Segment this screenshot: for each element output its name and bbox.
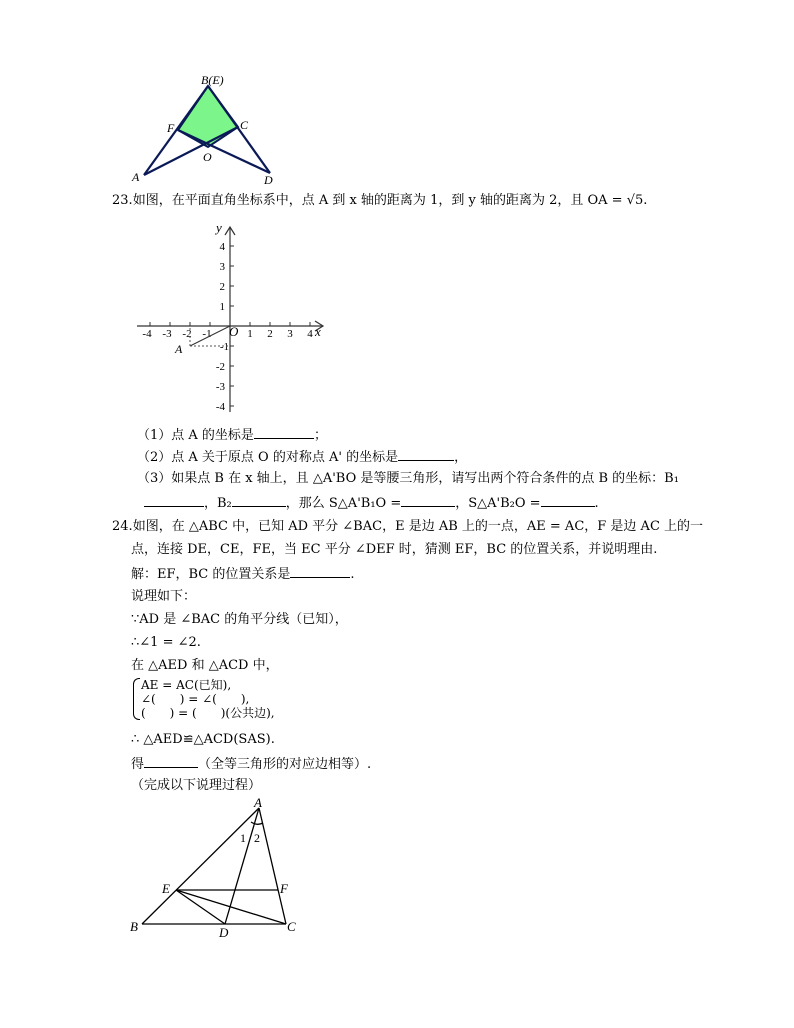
label-F: F bbox=[167, 121, 175, 135]
q23-part1: （1）点 A 的坐标是 ； bbox=[137, 425, 327, 445]
q23-number: 23. bbox=[112, 193, 133, 208]
y-tick-neg4: -4 bbox=[215, 401, 225, 413]
blank-S2[interactable] bbox=[541, 493, 595, 507]
q24-line5: 得 （全等三角形的对应边相等）. bbox=[131, 754, 371, 774]
figure-triangle-fold bbox=[120, 70, 290, 188]
q24-line1: ∵AD 是 ∠BAC 的角平分线（已知）， bbox=[131, 612, 348, 627]
point-A-label: A bbox=[175, 342, 183, 356]
q23-part3-line2: ，B₂ ，那么 S△A'B₁O = ，S△A'B₂O = . bbox=[144, 493, 599, 513]
q24-stem-line1: 24.如图，在 △ABC 中，已知 AD 平分 ∠BAC，E 是边 AB 上的一点，AE = AC，F 是边 AC 上的一 bbox=[112, 519, 704, 534]
x-axis-label: x bbox=[315, 324, 321, 339]
blank-Aprime-coord[interactable] bbox=[398, 447, 454, 461]
y-tick-neg2: -2 bbox=[215, 361, 225, 373]
y-tick-neg3: -3 bbox=[215, 381, 225, 393]
y-axis-label: y bbox=[216, 222, 222, 235]
fig24-label-1: 1 bbox=[240, 831, 246, 845]
fig24-label-E: E bbox=[162, 881, 170, 896]
label-D: D bbox=[264, 173, 273, 187]
x-tick-2: 2 bbox=[267, 328, 273, 340]
q23-stem bbox=[112, 192, 647, 210]
fig24-label-C: C bbox=[287, 919, 296, 934]
q24-system-1: AE = AC(已知), bbox=[141, 678, 232, 692]
y-tick-3: 3 bbox=[219, 261, 225, 273]
system-brace bbox=[133, 678, 140, 720]
x-tick-neg2: -2 bbox=[182, 328, 192, 340]
q24-line2: ∴∠1 = ∠2. bbox=[131, 635, 201, 650]
x-tick-neg4: -4 bbox=[142, 328, 152, 340]
blank-B2[interactable] bbox=[232, 493, 286, 507]
blank-B1[interactable] bbox=[144, 493, 204, 507]
q23-part2: （2）点 A 关于原点 O 的对称点 A' 的坐标是 ， bbox=[137, 447, 467, 467]
x-tick-neg1: -1 bbox=[202, 328, 212, 340]
q23-stem-text: 如图，在平面直角坐标系中，点 A 到 x 轴的距离为 1，到 y 轴的距离为 2，且 OA = √5. bbox=[132, 193, 648, 208]
fig24-label-A: A bbox=[254, 796, 262, 810]
q24-line4: ∴ △AED≌△ACD(SAS). bbox=[131, 732, 275, 747]
fig24-label-B: B bbox=[130, 919, 138, 934]
y-tick-1: 1 bbox=[219, 301, 225, 313]
fig24-label-D: D bbox=[219, 925, 229, 940]
y-tick-4: 4 bbox=[219, 241, 225, 253]
q24-system-3: ( ) = ( )(公共边), bbox=[141, 706, 275, 720]
label-C: C bbox=[240, 118, 249, 132]
q23-part3-line1: （3）如果点 B 在 x 轴上，且 △A'BO 是等腰三角形，请写出两个符合条件的点 B 的坐标：B₁ bbox=[137, 471, 679, 486]
x-tick-3: 3 bbox=[287, 328, 293, 340]
x-tick-1: 1 bbox=[247, 328, 253, 340]
label-O: O bbox=[203, 150, 212, 164]
blank-S1[interactable] bbox=[401, 493, 455, 507]
fig24-label-F: F bbox=[280, 881, 288, 896]
blank-equal-sides[interactable] bbox=[144, 754, 198, 768]
y-tick-2: 2 bbox=[219, 281, 225, 293]
blank-A-coord[interactable] bbox=[254, 425, 314, 439]
y-tick-neg1: -1 bbox=[219, 341, 229, 353]
label-BE: B(E) bbox=[201, 73, 224, 87]
q24-stem-line2: 点，连接 DE，CE，FE，当 EC 平分 ∠DEF 时，猜测 EF，BC 的位置关系，并说明理由. bbox=[131, 542, 658, 557]
figure-triangle-abc bbox=[126, 796, 306, 940]
coordinate-plane bbox=[133, 222, 333, 418]
label-A: A bbox=[132, 170, 140, 184]
x-tick-4: 4 bbox=[307, 328, 313, 340]
origin-label: O bbox=[229, 324, 239, 339]
q24-solution: 解：EF，BC 的位置关系是 . bbox=[131, 564, 355, 584]
q24-reason: 说理如下： bbox=[131, 589, 197, 604]
q24-number: 24. bbox=[112, 519, 133, 534]
fig24-label-2: 2 bbox=[254, 831, 260, 845]
q24-line6: （完成以下说理过程） bbox=[131, 778, 262, 793]
q24-line3: 在 △AED 和 △ACD 中， bbox=[131, 658, 279, 673]
blank-relation[interactable] bbox=[290, 564, 350, 578]
q24-system-2: ∠( ) = ∠( ), bbox=[141, 692, 250, 706]
x-tick-neg3: -3 bbox=[162, 328, 172, 340]
